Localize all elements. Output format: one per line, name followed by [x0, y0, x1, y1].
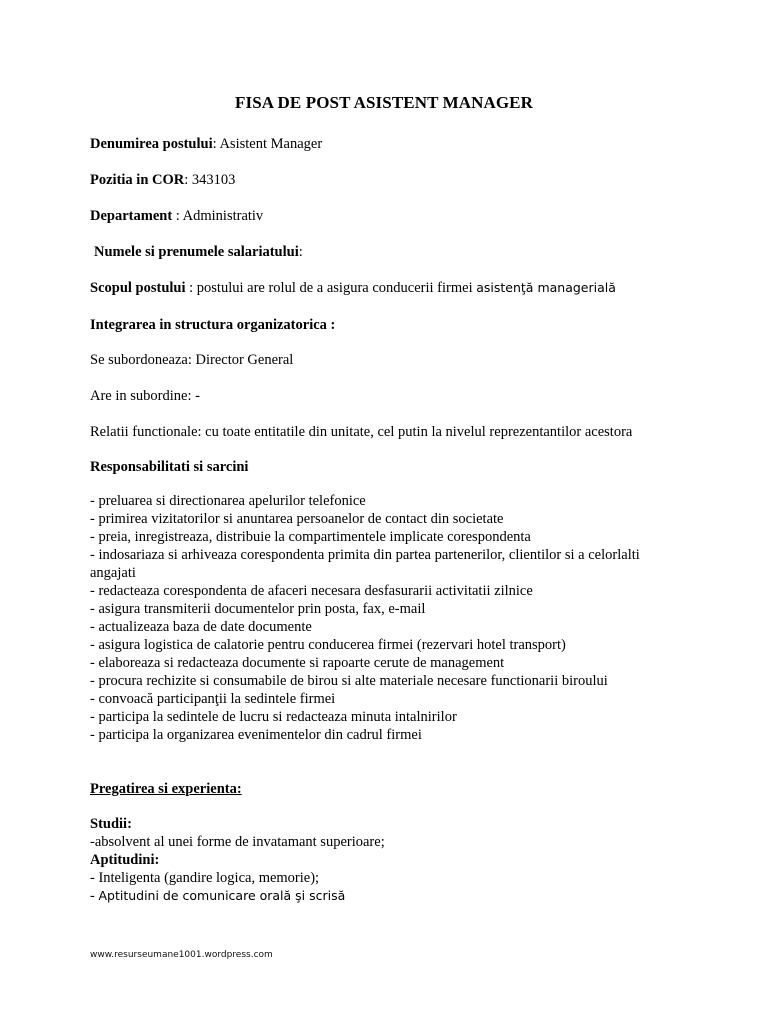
- list-item: - elaboreaza si redacteaza documente si rapoarte cerute de management: [90, 655, 505, 671]
- numele-label: Numele si prenumele salariatului: [94, 244, 299, 260]
- field-departament: [90, 207, 263, 225]
- list-item: - participa la sedintele de lucru si redacteaza minuta intalnirilor: [90, 709, 457, 725]
- responsabilitati-heading: Responsabilitati si sarcini: [90, 459, 249, 475]
- list-item: - asigura transmiterii documentelor prin posta, fax, e-mail: [90, 601, 426, 617]
- aptitudini-item-2-prefix: -: [90, 888, 99, 904]
- field-scopul: [90, 279, 616, 297]
- field-denumire: [90, 135, 322, 153]
- list-item: - actualizeaza baza de date documente: [90, 619, 312, 635]
- subordoneaza-line: Se subordoneaza: Director General: [90, 352, 294, 368]
- list-item: - primirea vizitatorilor si anuntarea persoanelor de contact din societate: [90, 511, 504, 527]
- field-pozitia: [90, 171, 235, 189]
- list-item: - convoacă participanţii la sedintele firmei: [90, 691, 336, 707]
- numele-value: :: [298, 244, 303, 260]
- list-item: - preia, inregistreaza, distribuie la compartimentele implicate corespondenta: [90, 529, 531, 545]
- footer-url: www.resurseumane1001.wordpress.com: [90, 950, 273, 960]
- aptitudini-item-2: [90, 887, 345, 905]
- list-item: - participa la organizarea evenimentelor din cadrul firmei: [90, 727, 422, 743]
- scopul-value: : postului are rolul de a asigura conducerii firmei: [185, 280, 477, 296]
- studii-value: -absolvent al unei forme de invatamant superioare;: [90, 834, 385, 850]
- denumire-label: Denumirea postului: [90, 136, 213, 152]
- list-item: - asigura logistica de calatorie pentru conducerea firmei (rezervari hotel transport): [90, 637, 566, 653]
- relatii-line: Relatii functionale: cu toate entitatile din unitate, cel putin la nivelul reprezentantilor acestora: [90, 424, 633, 440]
- list-item: - preluarea si directionarea apelurilor telefonice: [90, 493, 366, 509]
- list-item: - indosariaza si arhiveaza corespondenta primita din partea partenerilor, clientilor si a celorlalti angajati: [90, 547, 640, 581]
- document-title: FISA DE POST ASISTENT MANAGER: [235, 93, 533, 112]
- integrare-heading: Integrarea in structura organizatorica :: [90, 317, 336, 333]
- departament-label: Departament: [90, 208, 173, 224]
- aptitudini-item-2-text: Aptitudini de comunicare orală şi scrisă: [98, 888, 346, 903]
- pozitia-label: Pozitia in COR: [90, 172, 185, 188]
- departament-value: : Administrativ: [172, 208, 264, 224]
- scopul-label: Scopul postului: [90, 280, 186, 296]
- list-item: - redacteaza corespondenta de afaceri necesara desfasurarii activitatii zilnice: [90, 583, 533, 599]
- pozitia-value: : 343103: [184, 172, 236, 188]
- aptitudini-label: Aptitudini:: [90, 852, 160, 868]
- studii-label: Studii:: [90, 816, 132, 832]
- responsabilitati-list: [90, 492, 690, 744]
- scopul-value-tail: asistenţă managerială: [476, 280, 616, 295]
- field-numele: [94, 243, 303, 261]
- denumire-value: : Asistent Manager: [212, 136, 323, 152]
- list-item: - procura rechizite si consumabile de birou si alte materiale necesare functionarii biroului: [90, 673, 608, 689]
- aptitudini-item-1: - Inteligenta (gandire logica, memorie);: [90, 870, 320, 886]
- pregatire-heading: Pregatirea si experienta:: [90, 781, 242, 797]
- subordine-line: Are in subordine: -: [90, 388, 200, 404]
